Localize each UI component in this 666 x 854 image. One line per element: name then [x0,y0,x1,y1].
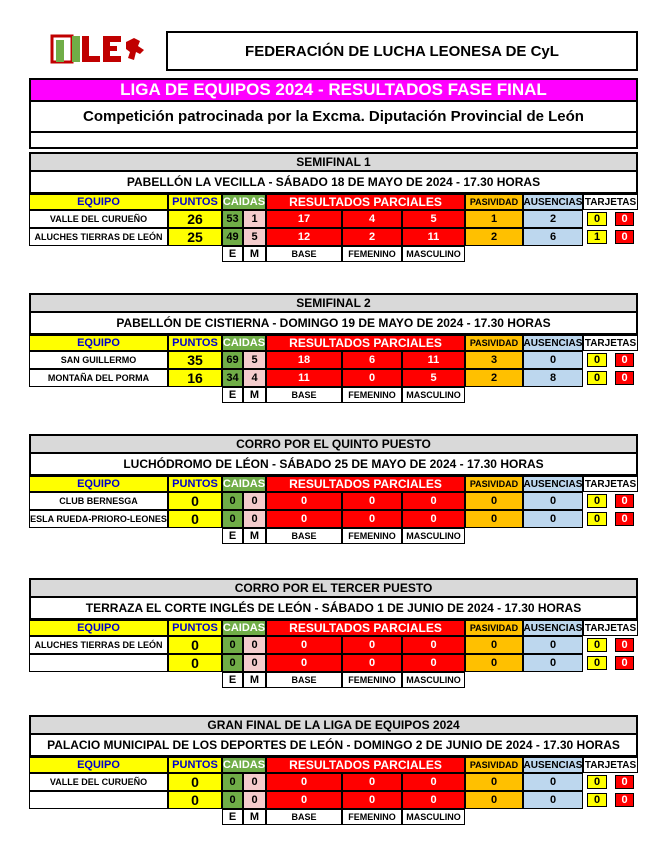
header-caidas: CAIDAS [222,478,266,490]
header-resultados: RESULTADOS PARCIALES [266,476,465,492]
caidas-e-value: 0 [222,773,243,791]
ausencias-value: 0 [523,773,583,791]
header-ausencias: AUSENCIAS [523,620,583,636]
section-title: SEMIFINAL 1 [29,152,638,172]
pasividad-value: 3 [465,351,523,369]
base-result: 0 [266,492,342,510]
pasividad-value: 0 [465,791,523,809]
section-venue: TERRAZA EL CORTE INGLÉS DE LEÓN - SÁBADO 1 DE JUNIO DE 2024 - 17.30 HORAS [29,598,638,620]
footer-m: M [243,672,266,688]
yellow-card-value: 0 [587,494,607,508]
federation-name: FEDERACIÓN DE LUCHA LEONESA DE CyL [166,31,638,71]
femenino-result: 0 [342,654,402,672]
logo-graphic [48,30,152,70]
base-result: 0 [266,636,342,654]
section-title: SEMIFINAL 2 [29,293,638,313]
femenino-result: 4 [342,210,402,228]
caidas-m-value: 0 [243,791,266,809]
header-equipo: EQUIPO [29,620,168,636]
footer-m: M [243,387,266,403]
footer-e: E [222,672,243,688]
header-ausencias: AUSENCIAS [523,757,583,773]
points-value: 0 [168,791,222,809]
masculino-result: 0 [402,773,465,791]
caidas-m-value: 0 [243,773,266,791]
red-card-value: 0 [615,230,634,244]
masculino-result: 11 [402,351,465,369]
yellow-card-value: 1 [587,230,607,244]
header-pasividad: PASIVIDAD [465,194,523,210]
red-card-value: 0 [615,656,634,670]
ausencias-value: 0 [523,492,583,510]
caidas-m-value: 0 [243,492,266,510]
sponsor-text: Competición patrocinada por la Excma. Diputación Provincial de León [29,102,638,133]
masculino-result: 0 [402,791,465,809]
header-tarjetas: TARJETAS [583,476,638,492]
yellow-card-value: 0 [587,512,607,526]
team-name [29,791,168,809]
header-tarjetas: TARJETAS [583,194,638,210]
yellow-card-value: 0 [587,793,607,807]
caidas-m-value: 4 [243,369,266,387]
footer-m: M [243,246,266,262]
footer-masculino: MASCULINO [402,387,465,403]
header-tarjetas: TARJETAS [583,335,638,351]
header-tarjetas: TARJETAS [583,620,638,636]
base-result: 18 [266,351,342,369]
footer-e: E [222,387,243,403]
masculino-result: 0 [402,510,465,528]
footer-e: E [222,528,243,544]
red-card-value: 0 [615,494,634,508]
points-value: 26 [168,210,222,228]
header-resultados: RESULTADOS PARCIALES [266,194,465,210]
femenino-result: 0 [342,492,402,510]
yellow-card-value: 0 [587,775,607,789]
federation-logo [48,30,152,70]
femenino-result: 0 [342,791,402,809]
pasividad-value: 2 [465,228,523,246]
footer-e: E [222,246,243,262]
caidas-e-value: 49 [222,228,243,246]
masculino-result: 0 [402,636,465,654]
footer-masculino: MASCULINO [402,528,465,544]
team-name: CLUB BERNESGA [29,492,168,510]
section-venue: PALACIO MUNICIPAL DE LOS DEPORTES DE LEÓN - DOMINGO 2 DE JUNIO DE 2024 - 17.30 HORAS [29,735,638,757]
header-equipo: EQUIPO [29,194,168,210]
caidas-e-value: 0 [222,636,243,654]
footer-base: BASE [266,672,342,688]
red-card-value: 0 [615,371,634,385]
masculino-result: 11 [402,228,465,246]
footer-femenino: FEMENINO [342,528,402,544]
femenino-result: 0 [342,510,402,528]
points-value: 25 [168,228,222,246]
points-value: 0 [168,773,222,791]
base-result: 0 [266,510,342,528]
team-name: ESLA RUEDA-PRIORO-LEONES [29,510,168,528]
footer-femenino: FEMENINO [342,809,402,825]
header-caidas: CAIDAS [222,196,266,208]
footer-base: BASE [266,528,342,544]
header-puntos: PUNTOS [168,476,222,492]
yellow-card-value: 0 [587,353,607,367]
base-result: 17 [266,210,342,228]
pasividad-value: 0 [465,654,523,672]
caidas-m-value: 0 [243,636,266,654]
points-value: 0 [168,492,222,510]
footer-masculino: MASCULINO [402,809,465,825]
points-value: 0 [168,636,222,654]
header-caidas: CAIDAS [222,337,266,349]
footer-base: BASE [266,387,342,403]
footer-base: BASE [266,246,342,262]
base-result: 0 [266,791,342,809]
footer-m: M [243,528,266,544]
header-equipo: EQUIPO [29,757,168,773]
header-pasividad: PASIVIDAD [465,476,523,492]
header-ausencias: AUSENCIAS [523,335,583,351]
footer-m: M [243,809,266,825]
footer-masculino: MASCULINO [402,672,465,688]
team-name: VALLE DEL CURUEÑO [29,210,168,228]
points-value: 0 [168,510,222,528]
header-pasividad: PASIVIDAD [465,620,523,636]
header-ausencias: AUSENCIAS [523,194,583,210]
caidas-e-value: 34 [222,369,243,387]
team-name [29,654,168,672]
section-venue: LUCHÓDROMO DE LÉON - SÁBADO 25 DE MAYO DE 2024 - 17.30 HORAS [29,454,638,476]
caidas-m-value: 0 [243,654,266,672]
ausencias-value: 0 [523,351,583,369]
caidas-e-value: 0 [222,492,243,510]
caidas-e-value: 69 [222,351,243,369]
header-caidas: CAIDAS [222,759,266,771]
ausencias-value: 8 [523,369,583,387]
team-name: ALUCHES TIERRAS DE LEÓN [29,228,168,246]
base-result: 12 [266,228,342,246]
caidas-e-value: 0 [222,791,243,809]
header-tarjetas: TARJETAS [583,757,638,773]
header-caidas: CAIDAS [222,622,266,634]
femenino-result: 6 [342,351,402,369]
header-equipo: EQUIPO [29,476,168,492]
yellow-card-value: 0 [587,371,607,385]
pasividad-value: 0 [465,492,523,510]
ausencias-value: 0 [523,510,583,528]
header-puntos: PUNTOS [168,335,222,351]
femenino-result: 2 [342,228,402,246]
header-ausencias: AUSENCIAS [523,476,583,492]
header-resultados: RESULTADOS PARCIALES [266,620,465,636]
caidas-e-value: 53 [222,210,243,228]
points-value: 0 [168,654,222,672]
base-result: 11 [266,369,342,387]
masculino-result: 5 [402,210,465,228]
footer-masculino: MASCULINO [402,246,465,262]
caidas-e-value: 0 [222,654,243,672]
masculino-result: 0 [402,654,465,672]
pasividad-value: 0 [465,510,523,528]
header-pasividad: PASIVIDAD [465,335,523,351]
footer-femenino: FEMENINO [342,672,402,688]
section-venue: PABELLÓN LA VECILLA - SÁBADO 18 DE MAYO DE 2024 - 17.30 HORAS [29,172,638,194]
pasividad-value: 0 [465,636,523,654]
section-title: CORRO POR EL QUINTO PUESTO [29,434,638,454]
femenino-result: 0 [342,369,402,387]
team-name: MONTAÑA DEL PORMA [29,369,168,387]
yellow-card-value: 0 [587,638,607,652]
ausencias-value: 6 [523,228,583,246]
red-card-value: 0 [615,638,634,652]
header-equipo: EQUIPO [29,335,168,351]
footer-femenino: FEMENINO [342,246,402,262]
header-puntos: PUNTOS [168,194,222,210]
section-title: CORRO POR EL TERCER PUESTO [29,578,638,598]
pasividad-value: 2 [465,369,523,387]
base-result: 0 [266,773,342,791]
footer-base: BASE [266,809,342,825]
spacer-row [29,133,638,149]
ausencias-value: 0 [523,636,583,654]
pasividad-value: 0 [465,773,523,791]
yellow-card-value: 0 [587,656,607,670]
header-puntos: PUNTOS [168,757,222,773]
header-resultados: RESULTADOS PARCIALES [266,757,465,773]
red-card-value: 0 [615,512,634,526]
caidas-m-value: 5 [243,351,266,369]
team-name: SAN GUILLERMO [29,351,168,369]
base-result: 0 [266,654,342,672]
red-card-value: 0 [615,212,634,226]
caidas-m-value: 5 [243,228,266,246]
footer-femenino: FEMENINO [342,387,402,403]
red-card-value: 0 [615,793,634,807]
caidas-e-value: 0 [222,510,243,528]
ausencias-value: 0 [523,654,583,672]
points-value: 35 [168,351,222,369]
header-pasividad: PASIVIDAD [465,757,523,773]
ausencias-value: 2 [523,210,583,228]
pasividad-value: 1 [465,210,523,228]
header-puntos: PUNTOS [168,620,222,636]
caidas-m-value: 1 [243,210,266,228]
masculino-result: 0 [402,492,465,510]
team-name: VALLE DEL CURUEÑO [29,773,168,791]
red-card-value: 0 [615,353,634,367]
team-name: ALUCHES TIERRAS DE LEÓN [29,636,168,654]
header-resultados: RESULTADOS PARCIALES [266,335,465,351]
masculino-result: 5 [402,369,465,387]
points-value: 16 [168,369,222,387]
league-title: LIGA DE EQUIPOS 2024 - RESULTADOS FASE FINAL [29,78,638,102]
red-card-value: 0 [615,775,634,789]
femenino-result: 0 [342,773,402,791]
ausencias-value: 0 [523,791,583,809]
femenino-result: 0 [342,636,402,654]
yellow-card-value: 0 [587,212,607,226]
footer-e: E [222,809,243,825]
caidas-m-value: 0 [243,510,266,528]
section-venue: PABELLÓN DE CISTIERNA - DOMINGO 19 DE MAYO DE 2024 - 17.30 HORAS [29,313,638,335]
section-title: GRAN FINAL DE LA LIGA DE EQUIPOS 2024 [29,715,638,735]
